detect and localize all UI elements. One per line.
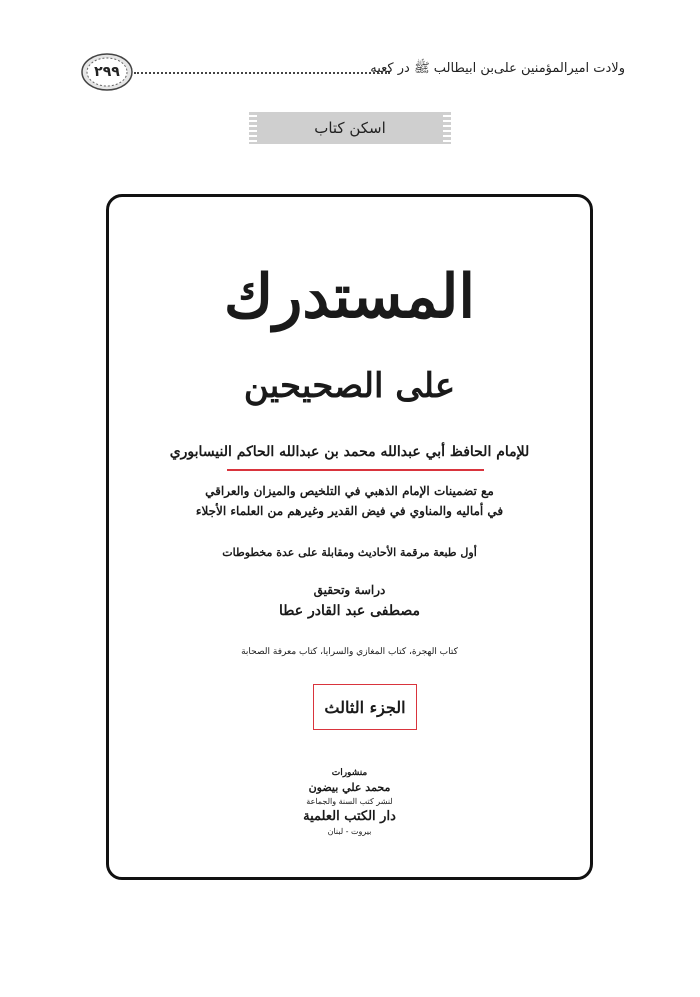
book-title: المستدرك (223, 262, 476, 332)
editor-name: مصطفى عبد القادر عطا (278, 603, 421, 619)
book-cover-scan (106, 194, 593, 880)
publisher-location: بيروت - لبنان (327, 827, 372, 836)
publisher-line-2: محمد علي بيضون (308, 781, 391, 794)
book-author: للإمام الحافظ أبي عبدالله محمد بن عبدالله الحاكم النيسابوري (169, 444, 530, 460)
page-header (80, 52, 625, 92)
study-label: دراسة وتحقيق (313, 583, 386, 597)
publisher-name: دار الكتب العلمية (303, 809, 396, 824)
publisher-line-1: منشورات (331, 768, 368, 778)
chapter-title: ولادت امیرالمؤمنین علی‌بن ابیطالب ﷺ در کعبه (370, 61, 625, 76)
page-number-badge (80, 52, 134, 92)
edition-note: أول طبعة مرقمة الأحاديث ومقابلة على عدة مخطوطات (222, 546, 477, 559)
author-underline (227, 469, 484, 471)
section-label: اسکن کتاب (257, 112, 443, 144)
header-divider (134, 72, 390, 74)
volume-label: الجزء الثالث (313, 684, 417, 730)
description-line-2: في أماليه والمناوي في فيض القدير وغيرهم من العلماء الأجلاء (195, 504, 504, 518)
page-number: ۲۹۹ (94, 64, 120, 80)
description-line-1: مع تضمينات الإمام الذهبي في التلخيص والميزان والعراقي (205, 484, 494, 498)
book-subtitle: على الصحيحين (243, 366, 456, 406)
publisher-line-3: لنشر كتب السنة والجماعة (306, 797, 393, 806)
volume-contents: كتاب الهجرة، كتاب المغازي والسرايا، كتاب معرفة الصحابة (241, 647, 458, 657)
